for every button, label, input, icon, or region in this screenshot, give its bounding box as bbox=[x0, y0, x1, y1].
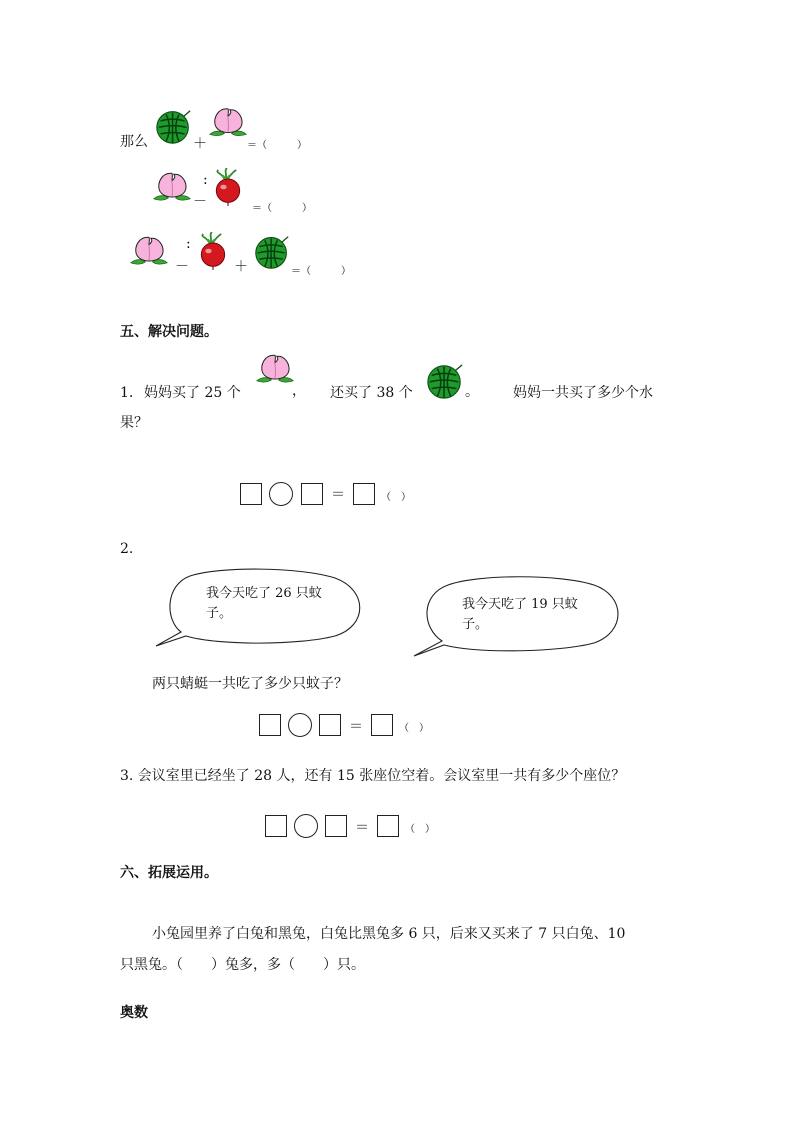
section-six-line1: 小兔园里养了白兔和黑兔，白兔比黑兔多 6 只，后来又买来了 7 只白兔、10 bbox=[152, 926, 626, 942]
equals-sign: ＝ bbox=[349, 719, 363, 735]
q3-text: 3. 会议室里已经坐了 28 人，还有 15 张座位空着。会议室里一共有多少个座位？ bbox=[120, 768, 626, 784]
q1-period: 。 bbox=[465, 384, 479, 400]
q1-text-line2: 果？ bbox=[120, 415, 148, 431]
unit-paren: （ ） bbox=[405, 824, 435, 835]
bubble-right-line1: 我今天吃了 19 只蚊 bbox=[462, 597, 578, 612]
plus-sign: ＋ bbox=[234, 259, 248, 275]
q1-text-c: 妈妈一共买了多少个水 bbox=[513, 385, 653, 401]
unit-paren: （ ） bbox=[381, 492, 411, 503]
bubble-right-line2: 子。 bbox=[462, 617, 489, 632]
equals-sign: ＝ bbox=[355, 820, 369, 836]
answer-box[interactable] bbox=[259, 714, 281, 736]
answer-box[interactable] bbox=[371, 714, 393, 736]
bubble-left-line1: 我今天吃了 26 只蚊 bbox=[206, 586, 322, 601]
q1-text-a: 妈妈买了 25 个 bbox=[144, 385, 241, 401]
operator-circle[interactable] bbox=[294, 814, 318, 838]
section-five-title: 五、解决问题。 bbox=[120, 324, 218, 340]
colon-mark: : bbox=[203, 172, 208, 188]
equals-blank: ＝（ ） bbox=[247, 140, 307, 151]
olympiad-title: 奥数 bbox=[120, 1005, 148, 1021]
operator-circle[interactable] bbox=[288, 713, 312, 737]
unit-paren: （ ） bbox=[399, 723, 429, 734]
answer-box[interactable] bbox=[377, 815, 399, 837]
section-six-line2: 只黑兔。（ ）兔多，多（ ）只。 bbox=[120, 957, 365, 973]
answer-box[interactable] bbox=[319, 714, 341, 736]
equals-sign: ＝ bbox=[331, 487, 345, 503]
equals-blank: ＝（ ） bbox=[252, 203, 312, 214]
equals-blank: ＝（ ） bbox=[291, 266, 351, 277]
answer-box[interactable] bbox=[325, 815, 347, 837]
plus-sign: ＋ bbox=[193, 136, 207, 152]
minus-sign: － bbox=[175, 259, 189, 275]
bubble-left-line2: 子。 bbox=[206, 606, 233, 621]
q2-number: 2. bbox=[120, 541, 134, 557]
equation-prefix: 那么 bbox=[120, 134, 148, 150]
answer-box[interactable] bbox=[265, 815, 287, 837]
minus-sign: － bbox=[193, 194, 207, 210]
section-six-title: 六、拓展运用。 bbox=[120, 865, 218, 881]
q2-question: 两只蜻蜓一共吃了多少只蚊子？ bbox=[152, 676, 348, 692]
q1-comma: ， bbox=[292, 383, 306, 399]
colon-mark: : bbox=[186, 236, 191, 252]
q1-number: 1. bbox=[120, 385, 134, 401]
q1-text-b: 还买了 38 个 bbox=[330, 385, 413, 401]
